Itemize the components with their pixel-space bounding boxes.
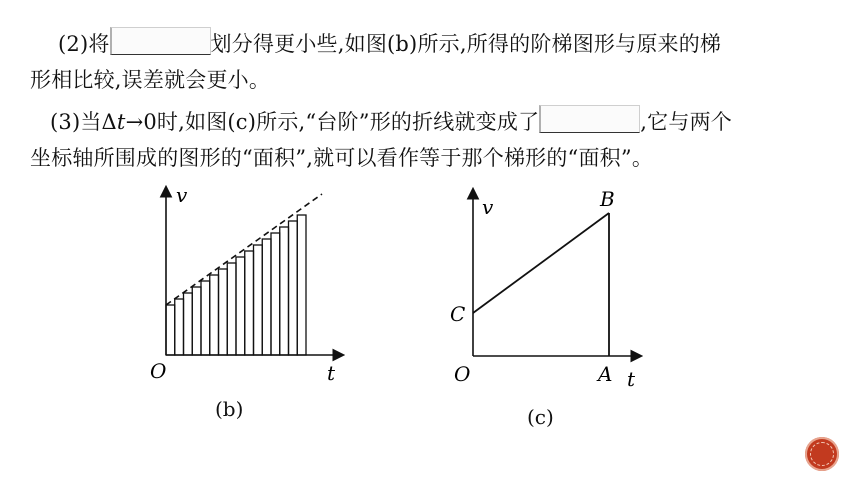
- figure-c-x-label: t: [627, 367, 636, 391]
- figure-b-step-bar: [192, 287, 201, 355]
- p2-prefix: (2)将: [58, 32, 110, 56]
- figure-b-step-bar: [262, 239, 271, 355]
- figure-b-step-bar: [254, 245, 263, 355]
- figure-b-step-bar: [184, 293, 193, 355]
- figure-c-y-label: v: [482, 195, 494, 219]
- figure-b-step-bar: [227, 263, 236, 355]
- paragraph-2-line-2: 形相比较,误差就会更小。: [30, 68, 271, 92]
- figure-b: [150, 180, 350, 385]
- figure-b-step-bar: [210, 275, 219, 355]
- paragraph-3-line-2: 坐标轴所围成的图形的“面积”,就可以看作等于那个梯形的“面积”。: [30, 146, 654, 170]
- figure-c-segment-cb: [473, 213, 609, 313]
- figure-b-x-label: t: [327, 361, 336, 385]
- nav-button-ring-icon: [810, 442, 834, 466]
- answer-blank-1[interactable]: [110, 27, 211, 55]
- figure-b-origin-label: O: [150, 359, 167, 383]
- figure-b-step-bar: [201, 281, 210, 355]
- paragraph-2-line-1: [58, 26, 721, 63]
- p3-variable-t: t: [116, 110, 126, 134]
- figure-b-step-bar: [175, 299, 184, 355]
- p2-suffix: 划分得更小些,如图(b)所示,所得的阶梯图形与原来的梯: [210, 32, 722, 56]
- figure-b-caption: (b): [215, 397, 244, 421]
- figure-b-step-bar: [271, 233, 280, 355]
- answer-blank-2[interactable]: [539, 105, 640, 133]
- figure-b-y-label: v: [176, 183, 188, 207]
- p3-prefix: (3)当Δ: [50, 110, 117, 134]
- figure-c: [440, 182, 650, 392]
- figure-b-step-bar: [245, 251, 254, 355]
- paragraph-3-line-1: [50, 104, 732, 141]
- figure-c-caption: (c): [527, 405, 554, 429]
- figure-c-point-c: C: [450, 302, 466, 326]
- figure-b-step-bar: [280, 227, 289, 355]
- p3-mid: →0时,如图(c)所示,“台阶”形的折线就变成了: [125, 110, 540, 134]
- figure-b-step-bar: [166, 305, 175, 355]
- figure-b-step-bar: [289, 221, 298, 355]
- figure-c-origin-label: O: [454, 362, 471, 386]
- figure-c-point-a: A: [598, 362, 613, 386]
- figure-b-steps: [166, 215, 306, 355]
- figure-b-step-bar: [297, 215, 306, 355]
- slide-nav-button[interactable]: [805, 437, 839, 471]
- p3-suffix: ,它与两个: [640, 110, 732, 134]
- figure-b-step-bar: [219, 269, 228, 355]
- figure-b-trend-line: [166, 194, 322, 305]
- figure-c-point-b: B: [600, 187, 615, 211]
- figure-b-step-bar: [236, 257, 245, 355]
